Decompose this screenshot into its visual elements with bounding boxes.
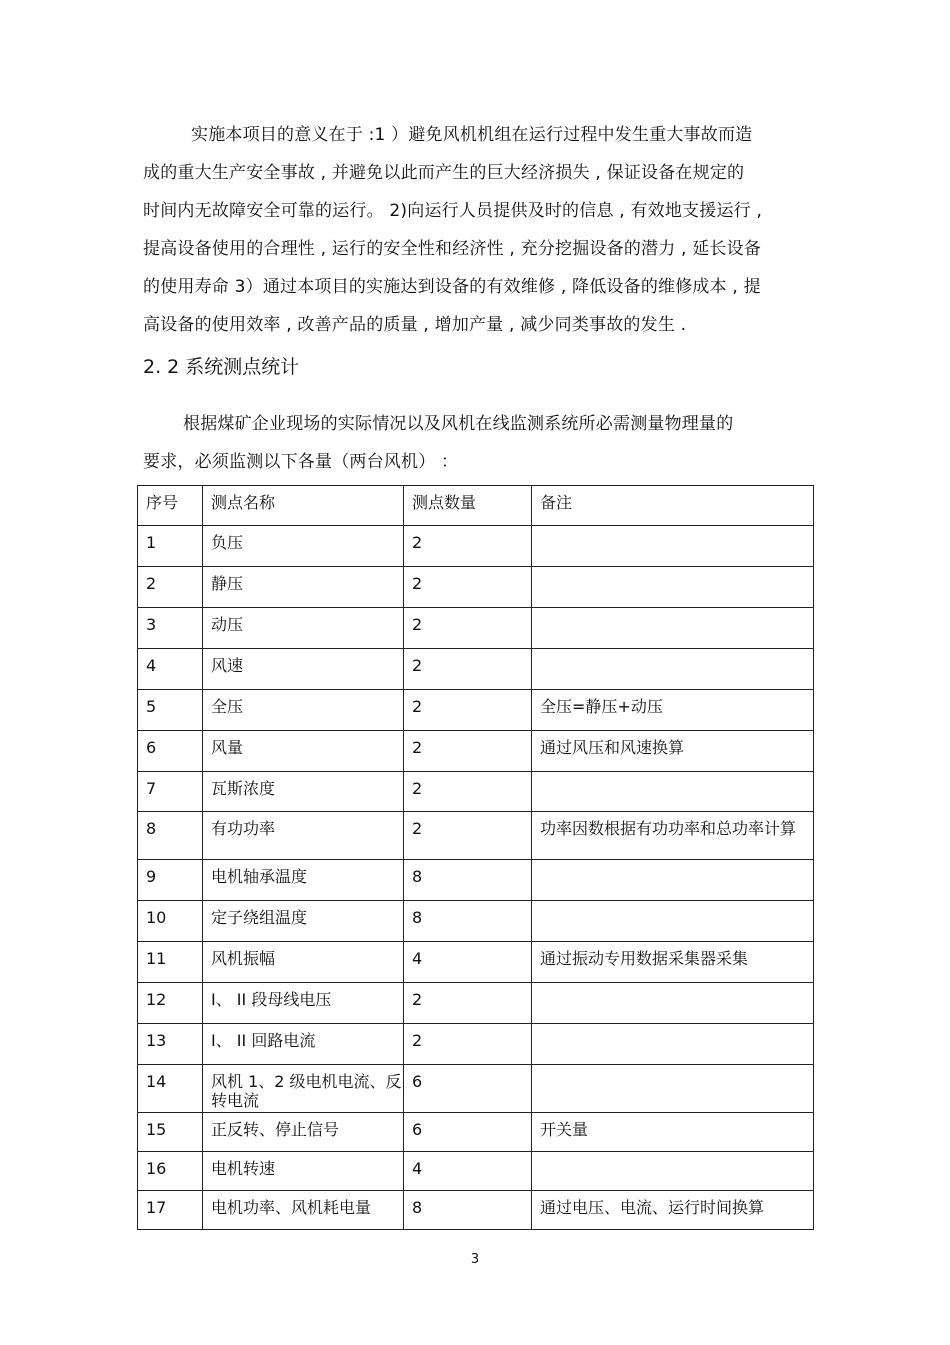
cell-point-count: 8 bbox=[404, 1191, 532, 1230]
cell-point-count: 6 bbox=[404, 1113, 532, 1152]
table-row bbox=[138, 812, 814, 860]
cell-point-count: 2 bbox=[404, 526, 532, 567]
cell-point-name: 定子绕组温度 bbox=[203, 901, 404, 942]
table-row bbox=[138, 1152, 814, 1191]
intro-paragraph bbox=[143, 116, 815, 344]
text-line: 时间内无故障安全可靠的运行。 2)向运行人员提供及时的信息 , 有效地支援运行 , bbox=[143, 201, 763, 221]
cell-remark: 通过电压、电流、运行时间换算 bbox=[532, 1191, 814, 1230]
table-row bbox=[138, 772, 814, 812]
table-row bbox=[138, 608, 814, 649]
cell-point-count: 4 bbox=[404, 1152, 532, 1191]
cell-index: 4 bbox=[138, 649, 203, 690]
table-row bbox=[138, 1113, 814, 1152]
cell-index: 10 bbox=[138, 901, 203, 942]
cell-point-count: 8 bbox=[404, 860, 532, 901]
cell-index: 15 bbox=[138, 1113, 203, 1152]
cell-remark: 通过振动专用数据采集器采集 bbox=[532, 942, 814, 983]
cell-point-name: 电机功率、风机耗电量 bbox=[203, 1191, 404, 1230]
text-line: 提高设备使用的合理性 , 运行的安全性和经济性 , 充分挖掘设备的潜力 , 延长设备 bbox=[143, 239, 762, 259]
cell-remark bbox=[532, 1065, 814, 1113]
cell-point-name: 电机转速 bbox=[203, 1152, 404, 1191]
cell-point-count: 2 bbox=[404, 812, 532, 860]
cell-index: 12 bbox=[138, 983, 203, 1024]
cell-point-count: 测点数量 bbox=[404, 486, 532, 526]
cell-remark bbox=[532, 901, 814, 942]
cell-index: 1 bbox=[138, 526, 203, 567]
cell-point-name: 风机 1、2 级电机电流、反转电流 bbox=[203, 1065, 404, 1113]
cell-index: 7 bbox=[138, 772, 203, 812]
section-heading: 2. 2 系统测点统计 bbox=[143, 356, 300, 378]
table-row bbox=[138, 983, 814, 1024]
measurement-points-table bbox=[137, 485, 814, 1230]
cell-index: 6 bbox=[138, 731, 203, 772]
cell-remark: 功率因数根据有功功率和总功率计算 bbox=[532, 812, 814, 860]
cell-point-name: I、 II 段母线电压 bbox=[203, 983, 404, 1024]
cell-index: 17 bbox=[138, 1191, 203, 1230]
cell-index: 3 bbox=[138, 608, 203, 649]
cell-point-name: 风量 bbox=[203, 731, 404, 772]
table-row bbox=[138, 1191, 814, 1230]
cell-point-count: 2 bbox=[404, 772, 532, 812]
cell-point-count: 2 bbox=[404, 567, 532, 608]
cell-remark: 全压=静压+动压 bbox=[532, 690, 814, 731]
table-row bbox=[138, 942, 814, 983]
text-line: 成的重大生产安全事故 , 并避免以此而产生的巨大经济损失 , 保证设备在规定的 bbox=[143, 163, 745, 183]
cell-index: 序号 bbox=[138, 486, 203, 526]
cell-remark bbox=[532, 860, 814, 901]
cell-point-count: 2 bbox=[404, 731, 532, 772]
cell-point-name: 动压 bbox=[203, 608, 404, 649]
cell-point-name: 电机轴承温度 bbox=[203, 860, 404, 901]
cell-point-count: 4 bbox=[404, 942, 532, 983]
cell-remark bbox=[532, 772, 814, 812]
cell-point-count: 2 bbox=[404, 608, 532, 649]
table-row bbox=[138, 731, 814, 772]
requirements-paragraph bbox=[143, 405, 815, 481]
cell-point-count: 2 bbox=[404, 1024, 532, 1065]
cell-index: 16 bbox=[138, 1152, 203, 1191]
cell-point-count: 2 bbox=[404, 649, 532, 690]
cell-point-name: 负压 bbox=[203, 526, 404, 567]
text-line: 实施本项目的意义在于 :1 ）避免风机机组在运行过程中发生重大事故而造 bbox=[191, 125, 753, 145]
cell-index: 2 bbox=[138, 567, 203, 608]
table-row bbox=[138, 526, 814, 567]
text-line: 的使用寿命 3）通过本项目的实施达到设备的有效维修 , 降低设备的维修成本 , 提 bbox=[143, 277, 761, 297]
table-row bbox=[138, 649, 814, 690]
cell-remark bbox=[532, 526, 814, 567]
cell-index: 14 bbox=[138, 1065, 203, 1113]
cell-remark bbox=[532, 1024, 814, 1065]
table-row bbox=[138, 1065, 814, 1113]
cell-point-count: 8 bbox=[404, 901, 532, 942]
page-number: 3 bbox=[470, 1252, 480, 1267]
cell-point-name: 风速 bbox=[203, 649, 404, 690]
cell-remark: 备注 bbox=[532, 486, 814, 526]
cell-remark bbox=[532, 567, 814, 608]
cell-point-count: 2 bbox=[404, 690, 532, 731]
cell-remark bbox=[532, 1152, 814, 1191]
table-header-row bbox=[138, 486, 814, 526]
cell-index: 13 bbox=[138, 1024, 203, 1065]
cell-point-count: 6 bbox=[404, 1065, 532, 1113]
cell-remark bbox=[532, 649, 814, 690]
text-line: 要求，必须监测以下各量（两台风机） ： bbox=[143, 452, 459, 472]
cell-index: 8 bbox=[138, 812, 203, 860]
cell-remark: 开关量 bbox=[532, 1113, 814, 1152]
cell-point-name: 有功功率 bbox=[203, 812, 404, 860]
cell-point-count: 2 bbox=[404, 983, 532, 1024]
table-row bbox=[138, 860, 814, 901]
cell-point-name: 瓦斯浓度 bbox=[203, 772, 404, 812]
cell-index: 5 bbox=[138, 690, 203, 731]
cell-point-name: 风机振幅 bbox=[203, 942, 404, 983]
cell-index: 11 bbox=[138, 942, 203, 983]
cell-point-name: 测点名称 bbox=[203, 486, 404, 526]
cell-point-name: 正反转、停止信号 bbox=[203, 1113, 404, 1152]
cell-remark: 通过风压和风速换算 bbox=[532, 731, 814, 772]
table-row bbox=[138, 1024, 814, 1065]
table-row bbox=[138, 901, 814, 942]
cell-index: 9 bbox=[138, 860, 203, 901]
text-line: 根据煤矿企业现场的实际情况以及风机在线监测系统所必需测量物理量的 bbox=[183, 414, 734, 434]
text-line: 高设备的使用效率 , 改善产品的质量 , 增加产量 , 减少同类事故的发生 . bbox=[143, 315, 687, 335]
cell-point-name: I、 II 回路电流 bbox=[203, 1024, 404, 1065]
table-row bbox=[138, 690, 814, 731]
cell-point-name: 全压 bbox=[203, 690, 404, 731]
cell-point-name: 静压 bbox=[203, 567, 404, 608]
cell-remark bbox=[532, 608, 814, 649]
cell-remark bbox=[532, 983, 814, 1024]
table-row bbox=[138, 567, 814, 608]
